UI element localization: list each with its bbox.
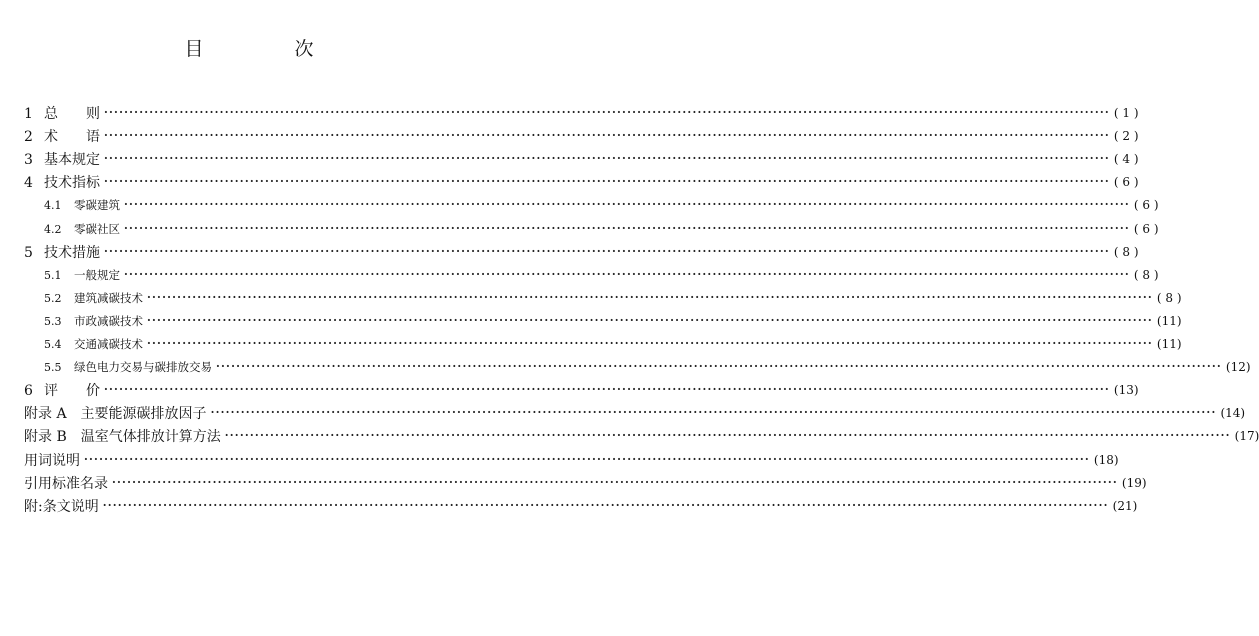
toc-entry-number: 6: [24, 383, 33, 400]
toc-entry-page: (18): [1093, 452, 1119, 467]
toc-entry-page: ( 8 ): [1156, 290, 1182, 305]
toc-entry[interactable]: [24, 426, 1259, 446]
toc-entry-title: 术 语: [44, 129, 100, 146]
toc-entry-page: (11): [1156, 337, 1182, 351]
toc-entry-label: [44, 359, 212, 375]
dot-leader: ········································································································································································································: [224, 429, 1231, 443]
toc-entry-label: [24, 172, 100, 192]
toc-entry-title: 评 价: [44, 383, 100, 400]
toc-entry-title: 绿色电力交易与碳排放交易: [74, 360, 212, 375]
toc-entry-label: [44, 290, 143, 306]
toc-entry-page: ( 6 ): [1133, 221, 1159, 236]
dot-leader: ········································································································································································································: [147, 337, 1153, 350]
dot-leader: ········································································································································································································: [104, 106, 1110, 119]
toc-entry-title: 基本规定: [44, 152, 100, 169]
dot-leader: ········································································································································································································: [147, 290, 1153, 304]
toc-entry-page: ( 8 ): [1133, 267, 1159, 282]
toc-entry-title: 零碳社区: [74, 221, 120, 236]
toc-entry-title: 附录 B 温室气体排放计算方法: [24, 429, 221, 446]
toc-entry-title: 建筑减碳技术: [74, 290, 143, 305]
toc-entry-page: (19): [1121, 475, 1147, 490]
dot-leader: ········································································································································································································: [104, 152, 1110, 166]
toc-entry-label: [44, 313, 143, 329]
dot-leader: ········································································································································································································: [104, 175, 1110, 189]
toc-entry-page: (11): [1156, 313, 1182, 328]
dot-leader: ········································································································································································································: [124, 221, 1130, 235]
toc-entry[interactable]: [24, 380, 1139, 400]
page-title: 目 次: [184, 38, 350, 60]
toc-entry-number: 5.1: [44, 268, 62, 282]
toc-entry[interactable]: [24, 242, 1139, 262]
toc-entry-title: 用词说明: [24, 452, 80, 469]
toc-entry-page: ( 1 ): [1113, 106, 1139, 120]
toc-entry[interactable]: [44, 334, 1182, 354]
dot-leader: ········································································································································································································: [210, 406, 1217, 420]
toc-entry[interactable]: [44, 357, 1251, 377]
dot-leader: ········································································································································································································: [104, 383, 1110, 397]
toc-entry[interactable]: [24, 473, 1147, 493]
toc-entry-number: 5.3: [44, 314, 62, 328]
toc-entry-number: 1: [24, 106, 33, 122]
toc-entry-label: [24, 450, 80, 470]
toc-entry[interactable]: [24, 172, 1139, 192]
dot-leader: ········································································································································································································: [216, 360, 1222, 374]
toc-entry-label: [24, 403, 207, 423]
toc-entry[interactable]: [24, 103, 1139, 123]
toc-entry-number: 5: [24, 244, 33, 261]
dot-leader: ········································································································································································································: [104, 244, 1110, 258]
dot-leader: ········································································································································································································: [124, 267, 1130, 281]
toc-entry-page: (21): [1112, 498, 1138, 513]
toc-entry-title: 附:条文说明: [24, 498, 99, 515]
toc-entry-page: (17): [1234, 429, 1259, 444]
dot-leader: ········································································································································································································: [147, 313, 1153, 327]
toc-entry-page: ( 4 ): [1113, 152, 1139, 167]
toc-entry-number: 5.2: [44, 291, 62, 305]
dot-leader: ········································································································································································································: [102, 498, 1109, 512]
toc-entry-title: 技术指标: [44, 175, 100, 192]
toc-entry[interactable]: [44, 219, 1159, 239]
toc-entry-title: 市政减碳技术: [74, 313, 143, 328]
toc-entry-label: [24, 103, 100, 123]
dot-leader: ········································································································································································································: [84, 452, 1090, 466]
toc-entry-page: ( 6 ): [1133, 198, 1159, 213]
toc-entry[interactable]: [24, 403, 1246, 423]
toc-entry-label: [24, 380, 100, 400]
toc-entry-number: 5.4: [44, 338, 62, 351]
toc-entry-label: [44, 267, 120, 283]
toc-entry-page: ( 8 ): [1113, 244, 1139, 259]
toc-entry-title: 附录 A 主要能源碳排放因子: [24, 406, 207, 423]
dot-leader: ········································································································································································································: [124, 198, 1130, 212]
toc-entry-title: 交通减碳技术: [74, 337, 143, 351]
toc-entry-label: [24, 426, 221, 446]
dot-leader: ········································································································································································································: [104, 129, 1110, 143]
toc-entry-number: 4.1: [44, 199, 62, 213]
toc-entry-number: 4.2: [44, 222, 62, 236]
toc-entry-label: [24, 126, 100, 146]
toc-entry[interactable]: [44, 288, 1182, 308]
toc-entry-page: ( 6 ): [1113, 175, 1139, 190]
toc-entry-number: 3: [24, 152, 33, 169]
toc-entry[interactable]: [24, 149, 1139, 169]
toc-entry-title: 一般规定: [74, 267, 120, 282]
toc-entry-label: [44, 336, 143, 352]
toc-entry-label: [24, 473, 108, 493]
dot-leader: ········································································································································································································: [112, 475, 1118, 489]
toc-entry-label: [44, 197, 120, 213]
toc-entry-title: 技术措施: [44, 244, 100, 261]
toc-entry-title: 总 则: [44, 106, 100, 122]
toc-entry[interactable]: [24, 126, 1139, 146]
toc-entry-label: [24, 496, 99, 516]
toc-entry[interactable]: [24, 450, 1119, 470]
toc-entry[interactable]: [44, 195, 1159, 215]
toc-entry[interactable]: [24, 496, 1138, 516]
toc-entry-label: [44, 221, 120, 237]
toc-entry-label: [24, 149, 100, 169]
toc-entry-number: 4: [24, 175, 33, 192]
toc-entry-label: [24, 242, 100, 262]
toc-entry-number: 5.5: [44, 361, 62, 375]
toc-entry-page: (12): [1225, 360, 1251, 375]
toc-entry-number: 2: [24, 129, 33, 146]
toc-entry-page: (14): [1220, 406, 1246, 421]
toc-entry[interactable]: [44, 265, 1159, 285]
toc-entry-title: 引用标准名录: [24, 475, 108, 492]
toc-entry-page: (13): [1113, 383, 1139, 398]
toc-entry-title: 零碳建筑: [74, 198, 120, 213]
toc-entry[interactable]: [44, 311, 1182, 331]
toc-entry-page: ( 2 ): [1113, 129, 1139, 144]
